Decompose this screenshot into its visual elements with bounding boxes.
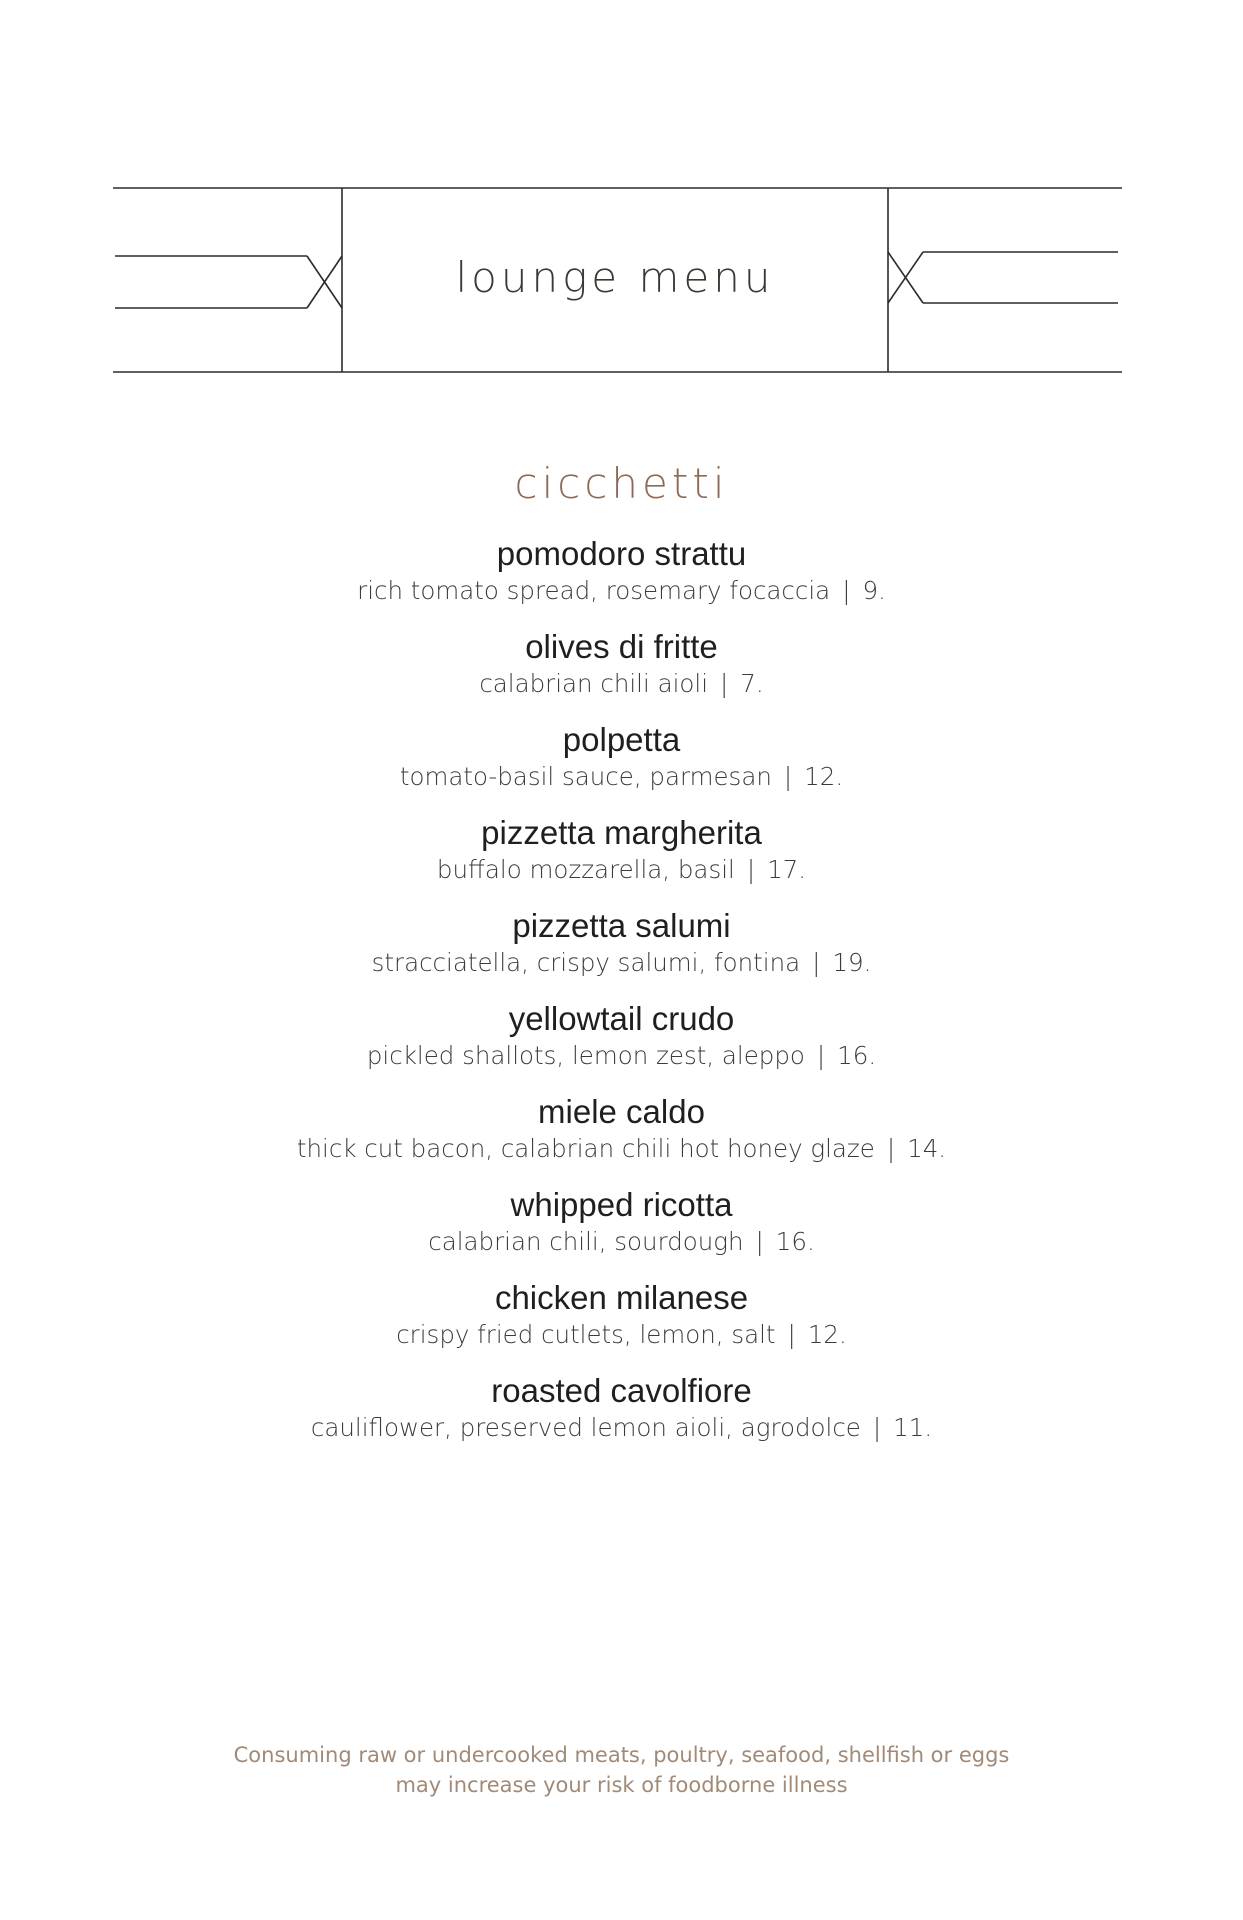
item-details <box>0 946 1243 980</box>
price-separator: | <box>886 1134 896 1163</box>
header-frame <box>0 0 1243 420</box>
item-price: 11. <box>893 1413 933 1442</box>
left-ornament <box>115 256 342 308</box>
item-details <box>0 1039 1243 1073</box>
item-name: pizzetta margherita <box>481 814 762 851</box>
section-title: cicchetti <box>514 459 729 508</box>
item-name: olives di fritte <box>525 628 718 665</box>
item-name: yellowtail crudo <box>508 1000 735 1037</box>
menu-item <box>0 1371 1243 1464</box>
item-details <box>0 667 1243 701</box>
menu-item <box>0 906 1243 999</box>
item-price: 12. <box>804 762 844 791</box>
item-details <box>0 1132 1243 1166</box>
menu-item <box>0 999 1243 1092</box>
disclaimer-line-2: may increase your risk of foodborne illness <box>395 1773 848 1797</box>
menu-list <box>0 534 1243 1464</box>
item-description: cauliflower, preserved lemon aioli, agrodolce <box>310 1413 861 1442</box>
price-separator: | <box>720 669 729 698</box>
disclaimer-line-1: Consuming raw or undercooked meats, poultry, seafood, shellfish or eggs <box>233 1743 1010 1767</box>
item-price: 12. <box>807 1320 847 1349</box>
menu-item <box>0 720 1243 813</box>
price-separator: | <box>812 948 821 977</box>
item-price: 14. <box>907 1134 947 1163</box>
menu-item <box>0 534 1243 627</box>
menu-item <box>0 627 1243 720</box>
item-name: chicken milanese <box>494 1279 749 1316</box>
item-price: 16. <box>837 1041 877 1070</box>
item-name: miele caldo <box>538 1093 705 1130</box>
menu-item <box>0 813 1243 906</box>
menu-title: lounge menu <box>455 253 775 302</box>
item-price: 7. <box>740 669 764 698</box>
item-description: crispy fried cutlets, lemon, salt <box>396 1320 776 1349</box>
item-description: stracciatella, crispy salumi, fontina <box>371 948 801 977</box>
item-price: 9. <box>862 576 886 605</box>
right-ornament <box>888 252 1118 303</box>
menu-item <box>0 1278 1243 1371</box>
item-details <box>0 760 1243 794</box>
item-price: 19. <box>832 948 872 977</box>
price-separator: | <box>842 576 851 605</box>
item-details <box>0 1225 1243 1259</box>
price-separator: | <box>746 855 756 884</box>
item-details <box>0 574 1243 608</box>
item-description: calabrian chili, sourdough <box>428 1227 744 1256</box>
item-name: whipped ricotta <box>510 1186 733 1223</box>
item-details <box>0 1411 1243 1445</box>
item-description: buffalo mozzarella, basil <box>436 855 735 884</box>
menu-item <box>0 1092 1243 1185</box>
price-separator: | <box>816 1041 826 1070</box>
price-separator: | <box>783 762 793 791</box>
item-description: calabrian chili aioli <box>479 669 709 698</box>
item-description: rich tomato spread, rosemary focaccia <box>357 576 831 605</box>
item-name: pizzetta salumi <box>512 907 731 944</box>
item-name: pomodoro strattu <box>496 535 747 572</box>
item-description: tomato-basil sauce, parmesan <box>399 762 772 791</box>
menu-item <box>0 1185 1243 1278</box>
item-details <box>0 853 1243 887</box>
price-separator: | <box>787 1320 796 1349</box>
item-price: 16. <box>775 1227 815 1256</box>
item-name: roasted cavolfiore <box>491 1372 752 1409</box>
price-separator: | <box>755 1227 764 1256</box>
price-separator: | <box>872 1413 882 1442</box>
allergy-disclaimer <box>0 1740 1243 1800</box>
item-details <box>0 1318 1243 1352</box>
item-name: polpetta <box>562 721 681 758</box>
item-description: thick cut bacon, calabrian chili hot honey glaze <box>296 1134 875 1163</box>
item-price: 17. <box>767 855 807 884</box>
item-description: pickled shallots, lemon zest, aleppo <box>366 1041 805 1070</box>
